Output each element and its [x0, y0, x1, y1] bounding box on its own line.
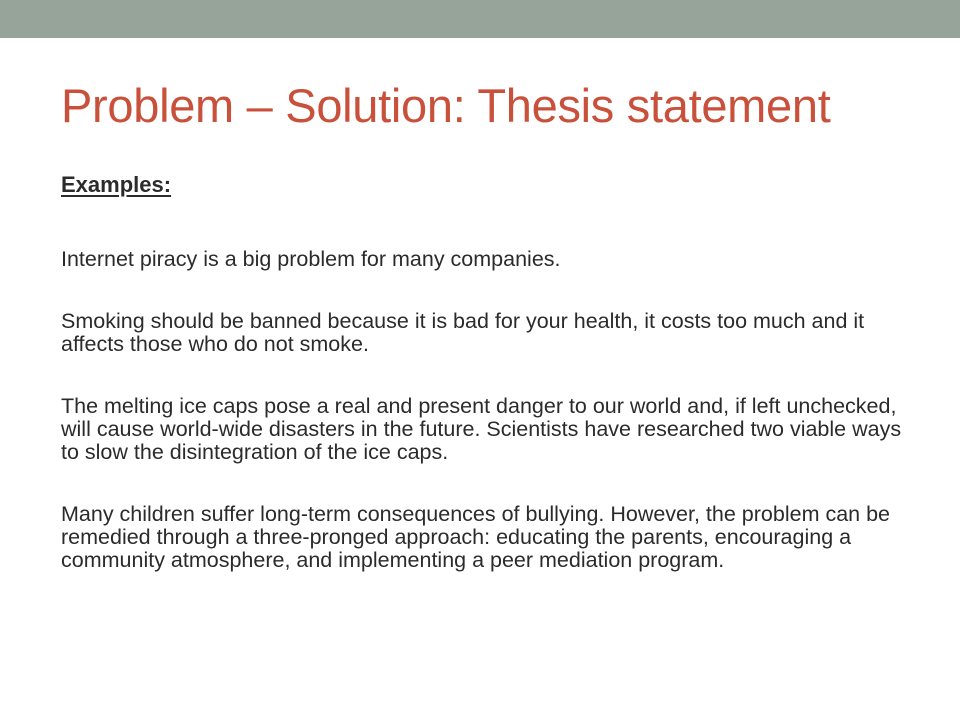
- top-accent-band: [0, 0, 960, 38]
- example-paragraph-1: Internet piracy is a big problem for many companies.: [61, 247, 561, 271]
- slide-title: Problem – Solution: Thesis statement: [61, 79, 831, 132]
- example-paragraph-2: Smoking should be banned because it is bad for your health, it costs too much and it affects those who do not smoke.: [61, 309, 865, 356]
- examples-label: Examples:: [61, 172, 172, 197]
- example-paragraph-4: Many children suffer long-term consequences of bullying. However, the problem can be remedied through a three-pronged approach: educating the parents, encouraging a community atmosphere, and implementing a peer mediation program.: [61, 502, 890, 572]
- example-paragraph-3: The melting ice caps pose a real and present danger to our world and, if left unchecked, will cause world-wide disasters in the future. Scientists have researched two viable ways to slow the disintegration of the ice caps.: [61, 394, 902, 464]
- slide-body: [61, 170, 921, 572]
